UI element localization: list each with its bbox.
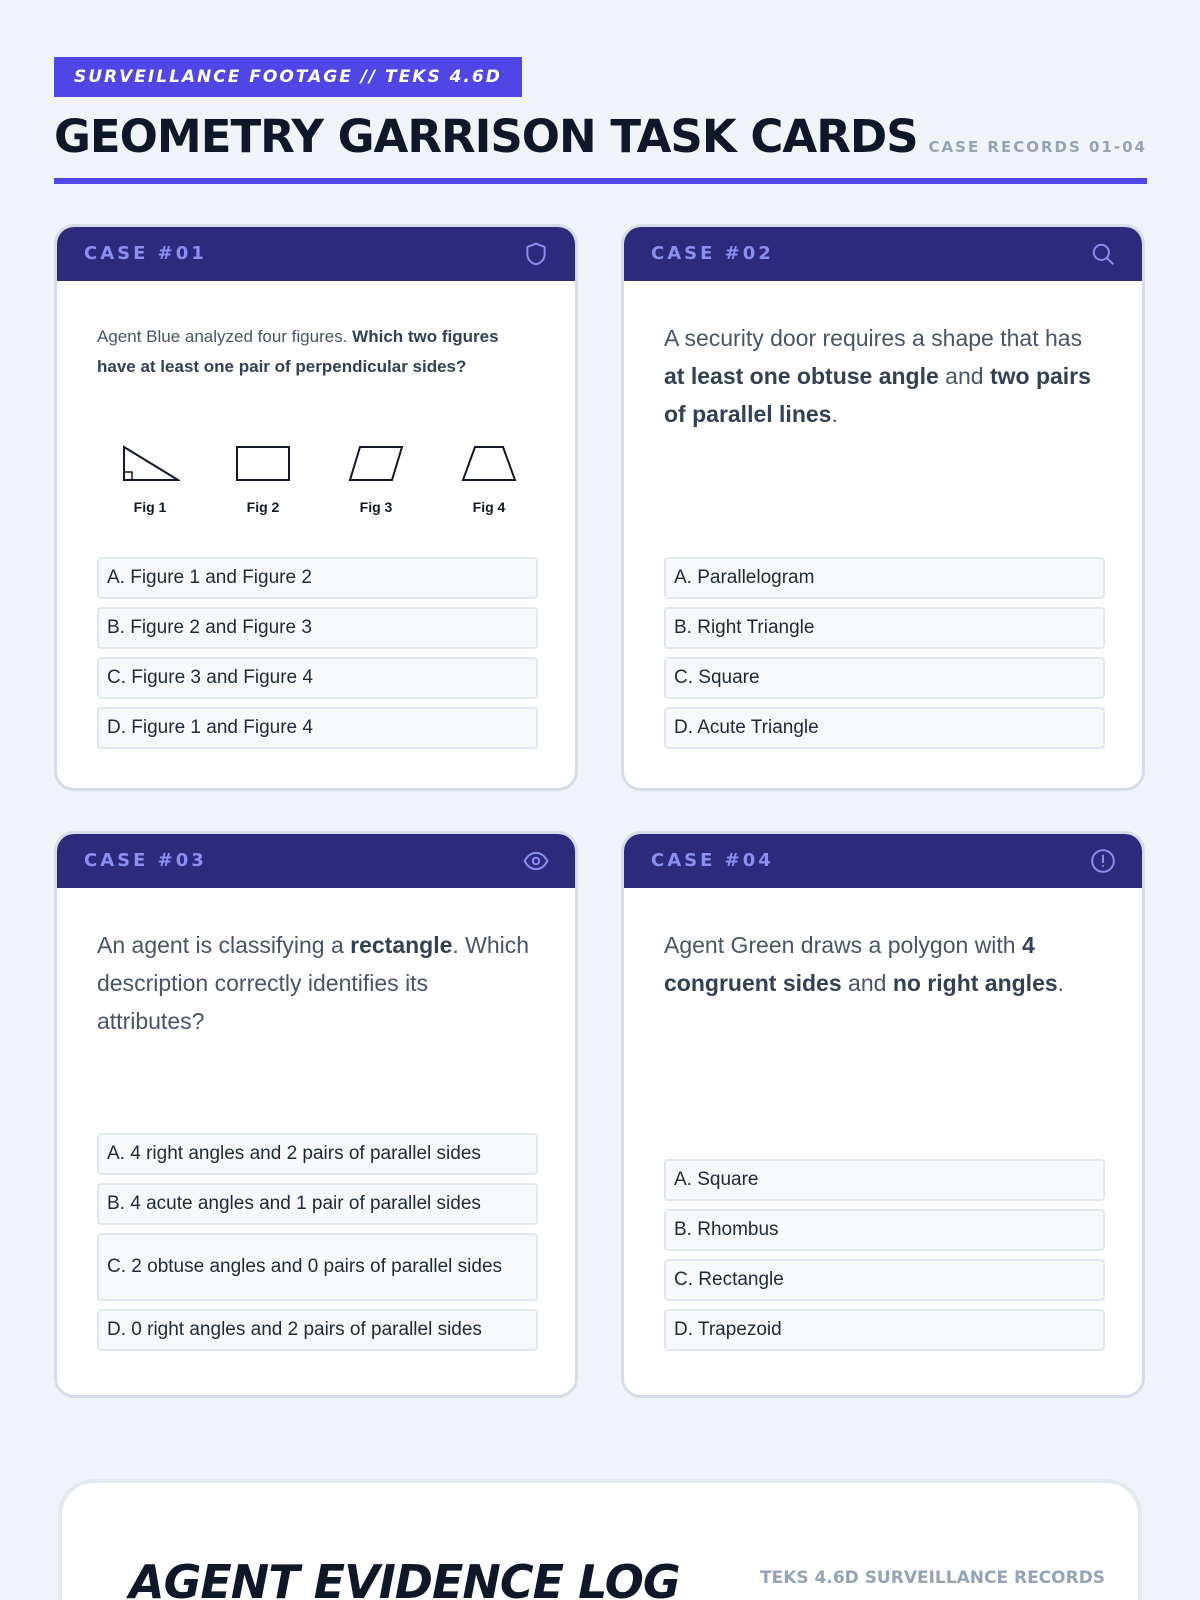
case-number: CASE #03 [84,850,207,871]
question-text-segment: and [938,363,990,389]
evidence-log-panel [58,1479,1142,1600]
case-number: CASE #04 [651,850,774,871]
question-text-segment: An agent is classifying a [97,932,351,958]
task-card-02 [621,224,1145,791]
task-card-03 [54,831,578,1398]
answer-option-d[interactable]: D. 0 right angles and 2 pairs of parallel sides [97,1309,538,1351]
title-row [54,107,1147,177]
figure-label: Fig 1 [133,499,167,515]
answer-option-a[interactable]: A. Parallelogram [664,557,1105,599]
page-header [54,57,1147,177]
task-card-04 [621,831,1145,1398]
question-text-segment: Agent Green draws a polygon with [664,932,1022,958]
question-text [97,322,535,382]
question-text-segment: at least one obtuse angle [664,363,939,389]
case-records-label: CASE RECORDS 01-04 [928,138,1147,156]
figure-label: Fig 3 [359,499,393,515]
card-header [57,834,575,888]
answer-option-d[interactable]: D. Trapezoid [664,1309,1105,1351]
task-card-01 [54,224,578,791]
question-text [664,926,1102,1002]
question-text-segment: Agent Blue analyzed four figures. [97,327,353,346]
right-triangle-figure [120,443,180,483]
answer-options [97,1133,538,1359]
answer-options [664,557,1105,757]
answer-option-d[interactable]: D. Acute Triangle [664,707,1105,749]
answer-option-c[interactable]: C. 2 obtuse angles and 0 pairs of parallel sides [97,1233,538,1301]
answer-option-c[interactable]: C. Rectangle [664,1259,1105,1301]
question-text-segment: no right angles [892,970,1058,996]
figure-label: Fig 2 [246,499,280,515]
answer-option-c[interactable]: C. Square [664,657,1105,699]
eye-icon [523,848,549,874]
answer-option-b[interactable]: B. Rhombus [664,1209,1105,1251]
alert-circle-icon [1090,848,1116,874]
figure-1 [115,443,185,515]
card-header [624,834,1142,888]
answer-option-b[interactable]: B. Right Triangle [664,607,1105,649]
evidence-log-subtitle: TEKS 4.6D SURVEILLANCE RECORDS [760,1568,1106,1588]
header-divider [54,178,1147,184]
answer-option-d[interactable]: D. Figure 1 and Figure 4 [97,707,538,749]
answer-option-c[interactable]: C. Figure 3 and Figure 4 [97,657,538,699]
figure-label: Fig 4 [472,499,506,515]
question-text-segment: . [1057,970,1065,996]
case-number: CASE #02 [651,243,774,264]
trapezoid-figure [459,443,519,483]
question-text-segment: 4 congruent sides [664,932,1035,996]
page-title: GEOMETRY GARRISON TASK CARDS [54,110,918,163]
answer-option-b[interactable]: B. Figure 2 and Figure 3 [97,607,538,649]
question-text-segment: . [831,401,838,427]
figure-4 [454,443,524,515]
card-header [57,227,575,281]
answer-option-a[interactable]: A. Figure 1 and Figure 2 [97,557,538,599]
answer-options [97,557,538,757]
case-number: CASE #01 [84,243,207,264]
question-text-segment: two pairs of parallel lines [664,363,1091,427]
question-text [664,319,1102,433]
question-text [97,926,535,1040]
figure-2 [228,443,298,515]
search-icon [1090,241,1116,267]
answer-option-a[interactable]: A. Square [664,1159,1105,1201]
parallelogram-figure [346,443,406,483]
question-text-segment: A security door requires a shape that has [664,325,1083,351]
card-header [624,227,1142,281]
shield-icon [523,241,549,267]
question-text-segment: rectangle [350,932,453,958]
answer-option-a[interactable]: A. 4 right angles and 2 pairs of parallel sides [97,1133,538,1175]
answer-option-b[interactable]: B. 4 acute angles and 1 pair of parallel sides [97,1183,538,1225]
figure-row [115,443,515,523]
header-tag: SURVEILLANCE FOOTAGE // TEKS 4.6D [54,57,522,97]
evidence-log-title: AGENT EVIDENCE LOG [129,1555,680,1600]
answer-options [664,1159,1105,1359]
question-text-segment: and [841,970,893,996]
question-text-segment: . Which description correctly identifies its attributes? [97,932,530,1034]
figure-3 [341,443,411,515]
question-text-segment: Which two figures have at least one pair of perpendicular sides? [97,327,499,376]
rectangle-figure [233,443,293,483]
